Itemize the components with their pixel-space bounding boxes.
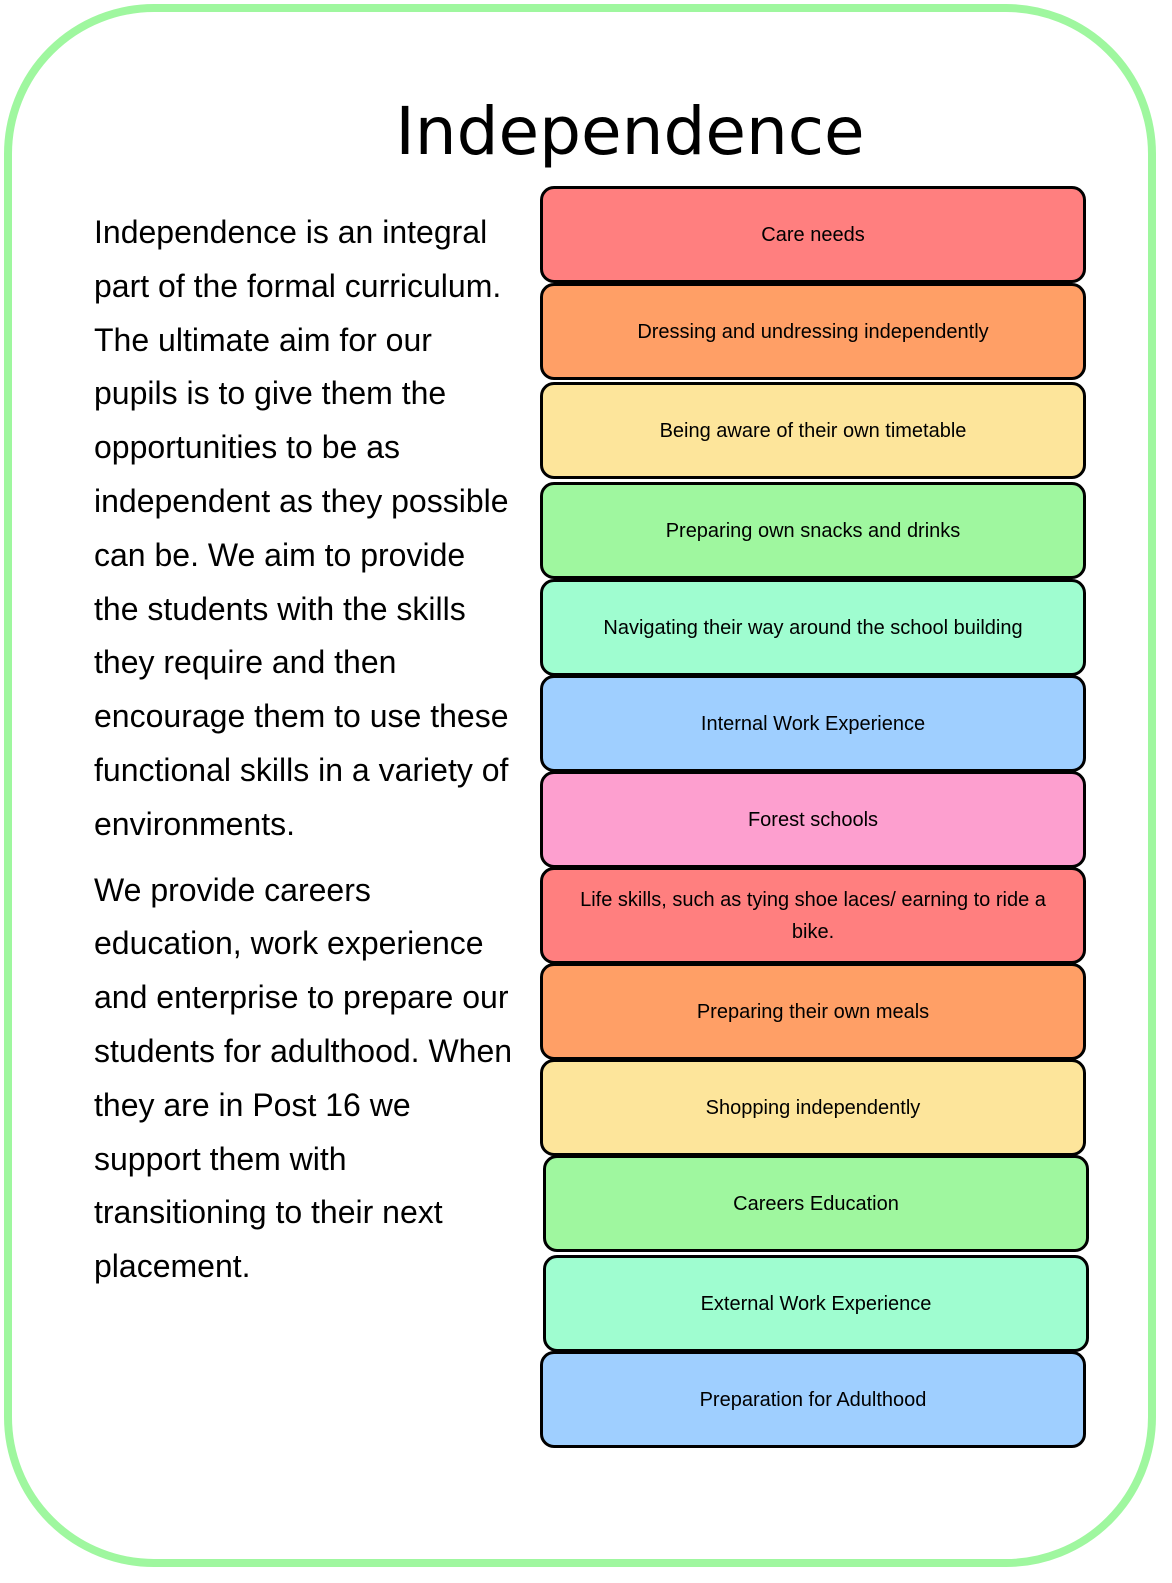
step-internal-work-experience: Internal Work Experience: [540, 675, 1086, 772]
step-external-work-experience: External Work Experience: [543, 1255, 1089, 1352]
step-dressing: Dressing and undressing independently: [540, 283, 1086, 380]
step-shopping: Shopping independently: [540, 1059, 1086, 1156]
page-title: Independence: [395, 93, 865, 170]
step-forest-schools: Forest schools: [540, 771, 1086, 868]
intro-text: [94, 206, 514, 1306]
intro-paragraph: We provide careers education, work experience and enterprise to prepare our students for adulthood. When they are in Post 16 we support them with transitioning to their next placement.: [94, 871, 513, 1285]
step-preparation-adulthood: Preparation for Adulthood: [540, 1351, 1086, 1448]
step-life-skills: Life skills, such as tying shoe laces/ earning to ride a bike.: [540, 867, 1086, 964]
step-own-meals: Preparing their own meals: [540, 963, 1086, 1060]
step-navigating-school: Navigating their way around the school building: [540, 579, 1086, 676]
intro-paragraph: Independence is an integral part of the formal curriculum. The ultimate aim for our pupils is to give them the opportunities to be as independent as they possible can be. We aim to provide the students with the skills they require and then encourage them to use these functional skills in a variety of environments.: [94, 214, 509, 842]
step-care-needs: Care needs: [540, 186, 1086, 283]
step-careers-education: Careers Education: [543, 1155, 1089, 1252]
step-snacks-drinks: Preparing own snacks and drinks: [540, 482, 1086, 579]
step-timetable: Being aware of their own timetable: [540, 382, 1086, 479]
